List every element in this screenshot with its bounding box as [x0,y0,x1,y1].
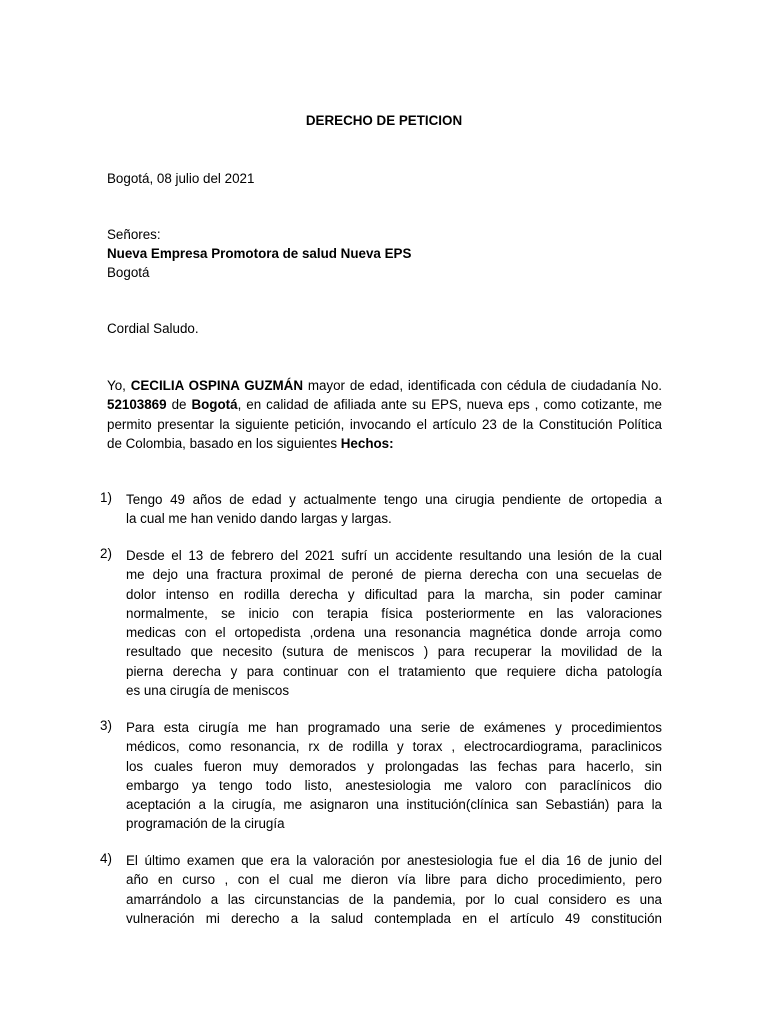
fact-number: 3) [100,718,112,733]
fact-line: la cual me han venido dando largas y largas. [126,511,392,527]
fact-line: programación de la cirugía [126,816,285,832]
fact-line: embargo ya tengo todo listo, anestesiologia me valoro con paraclínicos dio [126,777,662,793]
fact-line: dolor intenso en rodilla derecha y dificultad para la marcha, sin poder caminar [126,586,662,602]
fact-line: El último examen que era la valoración por anestesiologia fue el dia 16 de junio del [126,853,662,868]
fact-number: 1) [100,490,112,505]
fact-line: los cuales fueron muy demorados y prolongadas las fechas para hacerlo, sin [126,758,662,774]
intro-line: Yo, CECILIA OSPINA GUZMÁN mayor de edad, identificada con cédula de ciudadanía No. [107,378,663,393]
recipient-city: Bogotá [107,265,150,280]
fact-line: Para esta cirugía me han programado una serie de exámenes y procedimientos [126,720,662,735]
recipient-salutation: Señores: [107,227,161,242]
fact-item-1 [100,490,662,529]
recipient-entity: Nueva Empresa Promotora de salud Nueva EPS [107,246,412,261]
fact-line: amarrándolo a las circunstancias de la pandemia, por lo cual considero es una [126,891,662,907]
fact-line: Tengo 49 años de edad y actualmente tengo una cirugia pendiente de ortopedia a [126,492,662,507]
fact-item-2 [100,546,662,700]
id-city: Bogotá [191,397,238,413]
fact-line: medicas con el ortopedista ,ordena una resonancia magnética donde arroja como [126,625,662,641]
applicant-name: CECILIA OSPINA GUZMÁN [130,378,303,393]
fact-line: año en curso , con el cual me dieron vía libre para dicho procedimiento, pero [126,872,662,888]
fact-number: 2) [100,546,112,561]
fact-item-3 [100,718,662,834]
fact-line: pierna derecha y para continuar con el tratamiento que requiere dicha patología [126,663,662,679]
intro-line: de Colombia, basado en los siguientes Hechos: [107,435,394,451]
document-title: DERECHO DE PETICION [305,113,463,128]
intro-line: permito presentar la siguiente petición, invocando el artículo 23 de la Constitución Política [107,416,662,432]
fact-line: Desde el 13 de febrero del 2021 sufrí un accidente resultando una lesión de la cual [126,548,662,563]
fact-line: me dejo una fractura proximal de peroné de pierna derecha con una secuelas de [126,567,662,583]
intro-line: 52103869 de Bogotá, en calidad de afiliada ante su EPS, nueva eps , como cotizante, me [107,397,662,413]
fact-line: médicos, como resonancia, rx de rodilla y torax , electrocardiograma, paraclinicos [126,739,662,755]
date-line: Bogotá, 08 julio del 2021 [107,171,255,186]
fact-line: normalmente, se inicio con terapia física posteriormente en las valoraciones [126,605,662,621]
fact-number: 4) [100,851,112,866]
intro-paragraph [107,376,662,453]
fact-item-4 [100,851,662,928]
fact-line: es una cirugía de meniscos [126,683,290,699]
fact-line: vulneración mi derecho a la salud contemplada en el artículo 49 constitución [126,910,662,926]
id-number: 52103869 [107,397,167,413]
fact-line: resultado que necesito (sutura de meniscos ) para recuperar la movilidad de la [126,644,662,660]
fact-line: aceptación a la cirugía, me asignaron una institución(clínica san Sebastián) para la [126,797,662,813]
greeting: Cordial Saludo. [107,321,199,336]
